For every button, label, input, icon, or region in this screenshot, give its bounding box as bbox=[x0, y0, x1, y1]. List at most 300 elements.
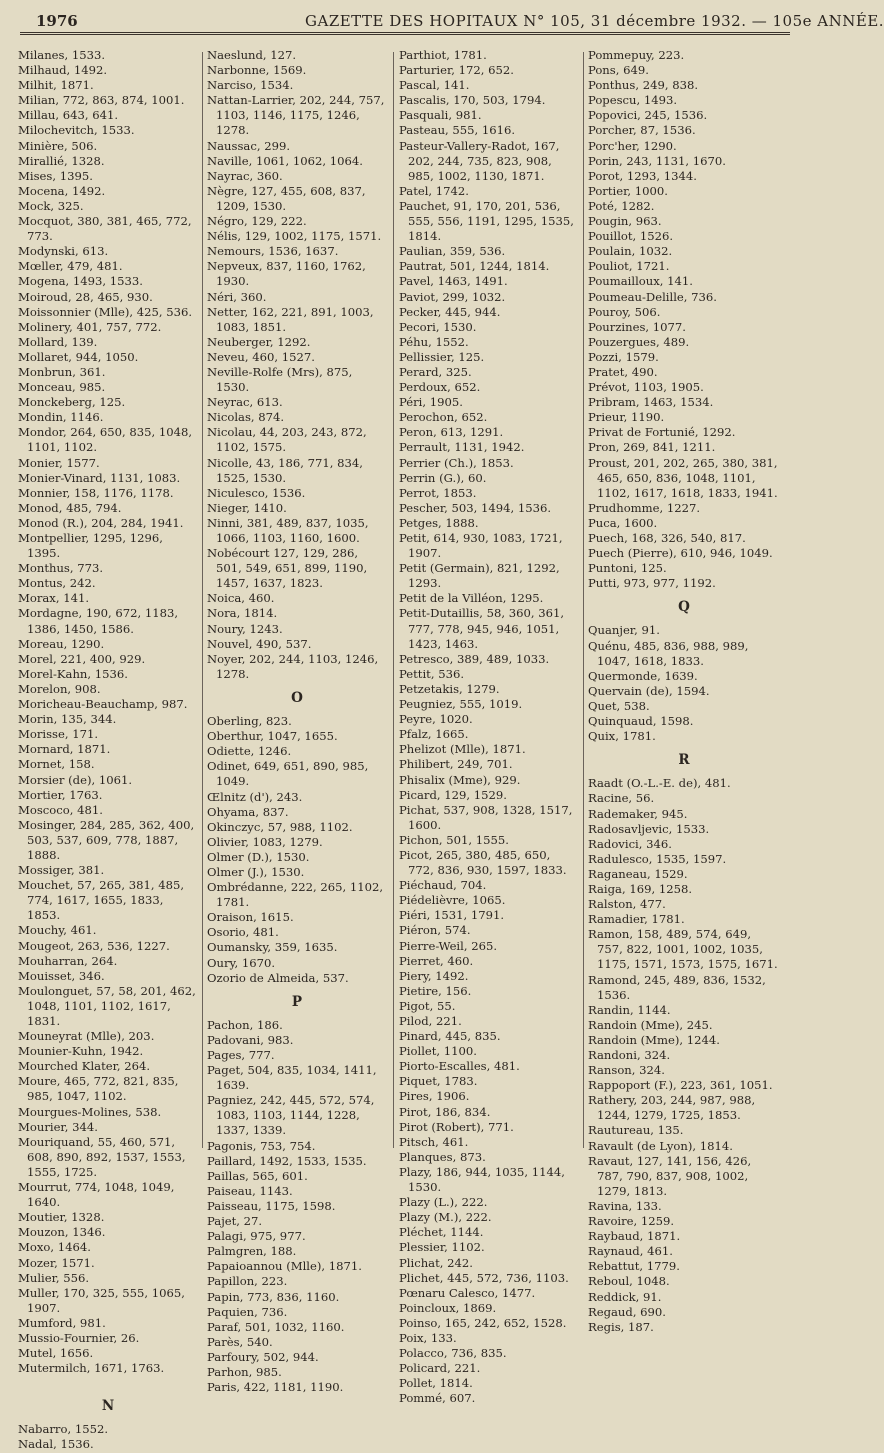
index-entry: Phisalix (Mme), 929. bbox=[399, 772, 521, 787]
index-entry: Quinquaud, 1598. bbox=[588, 714, 694, 729]
index-entry: Mulier, 556. bbox=[18, 1270, 90, 1285]
index-entry: Mondor, 264, 650, 835, 1048, 1101, 1102. bbox=[18, 425, 193, 455]
index-entry: Moulonguet, 57, 58, 201, 462, 1048, 1101, 1102, 1617, 1831. bbox=[18, 983, 196, 1028]
index-entry: Piquet, 1783. bbox=[399, 1074, 478, 1089]
index-entry: Poix, 133. bbox=[399, 1330, 457, 1345]
index-entry: Ohyama, 837. bbox=[207, 804, 289, 819]
index-entry: Porot, 1293, 1344. bbox=[588, 168, 697, 183]
index-entry: Piéron, 574. bbox=[399, 923, 471, 938]
index-entry: Pons, 649. bbox=[588, 63, 649, 78]
index-entry: Nègre, 127, 455, 608, 837, 1209, 1530. bbox=[207, 183, 366, 213]
column-divider bbox=[583, 52, 584, 1148]
index-entry: Ravault (de Lyon), 1814. bbox=[588, 1138, 733, 1153]
index-entry: Pagonis, 753, 754. bbox=[207, 1138, 316, 1153]
index-entry: Raybaud, 1871. bbox=[588, 1229, 681, 1244]
index-entry: Nabarro, 1552. bbox=[18, 1422, 109, 1437]
index-entry: Pasquali, 981. bbox=[399, 108, 482, 123]
index-entry: Ramon, 158, 489, 574, 649, 757, 822, 1001, 1002, 1035, 1175, 1571, 1573, 1575, 1671. bbox=[588, 927, 778, 972]
index-entry: Piédelièvre, 1065. bbox=[399, 893, 506, 908]
index-entry: Quanjer, 91. bbox=[588, 623, 660, 638]
index-entry: Morin, 135, 344. bbox=[18, 712, 117, 727]
index-entry: Pollet, 1814. bbox=[399, 1376, 473, 1391]
index-entry: Rathery, 203, 244, 987, 988, 1244, 1279, 1725, 1853. bbox=[588, 1093, 756, 1123]
index-column-1 bbox=[18, 48, 198, 1452]
index-entry: Pellissier, 125. bbox=[399, 349, 485, 364]
index-entry: Ravoire, 1259. bbox=[588, 1214, 675, 1229]
index-entry: Puech (Pierre), 610, 946, 1049. bbox=[588, 546, 773, 561]
index-entry: Perrault, 1131, 1942. bbox=[399, 440, 525, 455]
index-entry: Pajet, 27. bbox=[207, 1214, 263, 1229]
index-entry: Poumeau-Delille, 736. bbox=[588, 289, 717, 304]
index-entry: Raadt (O.-L.-E. de), 481. bbox=[588, 776, 731, 791]
index-entry: Putti, 973, 977, 1192. bbox=[588, 576, 716, 591]
index-entry: Oumansky, 359, 1635. bbox=[207, 940, 338, 955]
index-entry: Plazy, 186, 944, 1035, 1144, 1530. bbox=[399, 1164, 565, 1195]
index-entry: Piollet, 1100. bbox=[399, 1044, 477, 1059]
index-entry: Papaioannou (Mlle), 1871. bbox=[207, 1259, 362, 1274]
running-head: GAZETTE DES HOPITAUX N° 105, 31 décembre 1932. — 105e ANNÉE. bbox=[305, 12, 884, 30]
index-entry: Planques, 873. bbox=[399, 1149, 486, 1164]
index-entry: Pron, 269, 841, 1211. bbox=[588, 440, 716, 455]
index-entry: Rautureau, 135. bbox=[588, 1123, 684, 1138]
index-entry: Moutier, 1328. bbox=[18, 1210, 105, 1225]
index-entry: Neville-Rolfe (Mrs), 875, 1530. bbox=[207, 364, 353, 395]
index-entry: Nicolau, 44, 203, 243, 872, 1102, 1575. bbox=[207, 425, 367, 455]
index-entry: Radovici, 346. bbox=[588, 836, 672, 851]
index-entry: Mirallié, 1328. bbox=[18, 153, 105, 168]
index-entry: Palmgren, 188. bbox=[207, 1244, 297, 1259]
index-entry: Piéri, 1531, 1791. bbox=[399, 908, 505, 923]
index-entry: Pascal, 141. bbox=[399, 78, 470, 93]
page-header bbox=[20, 6, 884, 35]
index-entry: Picard, 129, 1529. bbox=[399, 787, 507, 802]
index-entry: Mumford, 981. bbox=[18, 1315, 106, 1330]
index-entry: Péri, 1905. bbox=[399, 395, 463, 410]
index-entry: Moxo, 1464. bbox=[18, 1240, 91, 1255]
index-entry: Puntoni, 125. bbox=[588, 561, 667, 576]
index-entry: Milhit, 1871. bbox=[18, 78, 94, 93]
index-entry: Monbrun, 361. bbox=[18, 364, 106, 379]
index-entry: Pommepuy, 223. bbox=[588, 48, 685, 62]
index-entry: Rebattut, 1779. bbox=[588, 1259, 680, 1274]
index-entry: Millau, 643, 641. bbox=[18, 108, 119, 123]
index-entry: Pinard, 445, 835. bbox=[399, 1029, 501, 1044]
index-entry: Pauchet, 91, 170, 201, 536, 555, 556, 1191, 1295, 1535, 1814. bbox=[399, 198, 574, 244]
index-entry: Padovani, 983. bbox=[207, 1032, 294, 1047]
index-entry: Paget, 504, 835, 1034, 1411, 1639. bbox=[207, 1063, 377, 1093]
index-entry: Naville, 1061, 1062, 1064. bbox=[207, 153, 363, 168]
index-entry: Moiroud, 28, 465, 930. bbox=[18, 289, 153, 304]
index-entry: Piery, 1492. bbox=[399, 968, 469, 983]
index-entry: Nepveux, 837, 1160, 1762, 1930. bbox=[207, 259, 366, 289]
index-entry: Morax, 141. bbox=[18, 591, 90, 606]
index-entry: Monod (R.), 204, 284, 1941. bbox=[18, 515, 184, 530]
index-entry: Mourier, 344. bbox=[18, 1119, 98, 1134]
index-entry: Monier, 1577. bbox=[18, 455, 100, 470]
index-entry: Pascalis, 170, 503, 1794. bbox=[399, 93, 546, 108]
index-entry: Pouzergues, 489. bbox=[588, 334, 690, 349]
index-entry: Oraison, 1615. bbox=[207, 910, 294, 925]
section-letter-n: N bbox=[101, 1398, 115, 1415]
index-entry: Monckeberg, 125. bbox=[18, 395, 126, 410]
index-entry: Mourrut, 774, 1048, 1049, 1640. bbox=[18, 1180, 175, 1210]
index-entry: Mourgues-Molines, 538. bbox=[18, 1104, 162, 1119]
index-entry: Pecori, 1530. bbox=[399, 319, 477, 334]
index-entry: Puech, 168, 326, 540, 817. bbox=[588, 531, 746, 545]
index-entry: Mondin, 1146. bbox=[18, 410, 104, 425]
index-entry: Ralston, 477. bbox=[588, 897, 666, 912]
index-entry: Montpellier, 1295, 1296, 1395. bbox=[18, 531, 163, 561]
index-entry: Muller, 170, 325, 555, 1065, 1907. bbox=[18, 1285, 185, 1315]
index-entry: Raiga, 169, 1258. bbox=[588, 881, 693, 896]
index-entry: Pichat, 537, 908, 1328, 1517, 1600. bbox=[399, 802, 573, 832]
index-entry: Paillard, 1492, 1533, 1535. bbox=[207, 1153, 367, 1168]
index-entry: Naeslund, 127. bbox=[207, 48, 297, 62]
index-entry: Mollard, 139. bbox=[18, 334, 98, 349]
index-entry: Pecker, 445, 944. bbox=[399, 304, 501, 319]
index-entry: Mouchet, 57, 265, 381, 485, 774, 1617, 1655, 1833, 1853. bbox=[18, 878, 185, 923]
index-entry: Perochon, 652. bbox=[399, 410, 488, 425]
index-entry: Quermonde, 1639. bbox=[588, 668, 698, 683]
index-entry: Pirot, 186, 834. bbox=[399, 1104, 491, 1119]
index-entry: Ramond, 245, 489, 836, 1532, 1536. bbox=[588, 972, 766, 1002]
index-entry: Privat de Fortunié, 1292. bbox=[588, 425, 736, 440]
index-entry: Porcher, 87, 1536. bbox=[588, 123, 696, 138]
index-entry: Pilod, 221. bbox=[399, 1014, 462, 1028]
index-entry: Pouillot, 1526. bbox=[588, 229, 674, 244]
index-entry: Okinczyc, 57, 988, 1102. bbox=[207, 819, 353, 834]
index-entry: Morelon, 908. bbox=[18, 681, 101, 696]
index-entry: Mogena, 1493, 1533. bbox=[18, 274, 143, 289]
page-number: 1976 bbox=[36, 12, 78, 30]
index-entry: Pirot (Robert), 771. bbox=[399, 1119, 514, 1134]
index-entry: Morel, 221, 400, 929. bbox=[18, 651, 146, 666]
index-entry: Paillas, 565, 601. bbox=[207, 1168, 308, 1183]
index-entry: Porin, 243, 1131, 1670. bbox=[588, 153, 726, 168]
index-entry: Nicolas, 874. bbox=[207, 410, 285, 425]
index-entry: Petzetakis, 1279. bbox=[399, 681, 500, 696]
index-entry: Mouisset, 346. bbox=[18, 968, 105, 983]
index-entry: Raganeau, 1529. bbox=[588, 866, 688, 881]
section-letter-o: O bbox=[291, 689, 303, 706]
index-entry: Porc'her, 1290. bbox=[588, 138, 677, 153]
index-entry: Mouriquand, 55, 460, 571, 608, 890, 892, 1537, 1553, 1555, 1725. bbox=[18, 1134, 186, 1179]
index-entry: Mouzon, 1346. bbox=[18, 1225, 106, 1240]
index-entry: Pietire, 156. bbox=[399, 983, 472, 998]
index-columns bbox=[18, 48, 788, 1452]
index-entry: Poinso, 165, 242, 652, 1528. bbox=[399, 1315, 567, 1330]
index-entry: Perrot, 1853. bbox=[399, 485, 477, 500]
index-entry: Neveu, 460, 1527. bbox=[207, 349, 315, 364]
index-entry: Niculesco, 1536. bbox=[207, 485, 306, 500]
index-entry: Pitsch, 461. bbox=[399, 1134, 469, 1149]
index-entry: Petit-Dutaillis, 58, 360, 361, 777, 778, 945, 946, 1051, 1423, 1463. bbox=[399, 606, 565, 651]
index-entry: Pœnaru Calesco, 1477. bbox=[399, 1285, 536, 1300]
index-entry: Mocena, 1492. bbox=[18, 183, 106, 198]
index-entry: Pozzi, 1579. bbox=[588, 349, 659, 364]
index-entry: Oberthur, 1047, 1655. bbox=[207, 729, 338, 744]
index-entry: Pavel, 1463, 1491. bbox=[399, 274, 508, 289]
index-entry: Monod, 485, 794. bbox=[18, 500, 122, 515]
index-entry: Narbonne, 1569. bbox=[207, 63, 307, 78]
index-entry: Monnier, 158, 1176, 1178. bbox=[18, 485, 174, 500]
index-entry: Pouroy, 506. bbox=[588, 304, 661, 319]
index-entry: Reboul, 1048. bbox=[588, 1274, 670, 1289]
index-entry: Milian, 772, 863, 874, 1001. bbox=[18, 93, 185, 108]
index-entry: Odinet, 649, 651, 890, 985, 1049. bbox=[207, 759, 369, 789]
index-entry: Noyer, 202, 244, 1103, 1246, 1278. bbox=[207, 651, 379, 681]
section-letter-q: Q bbox=[678, 599, 690, 616]
index-entry: Parès, 540. bbox=[207, 1334, 273, 1349]
index-entry: Odiette, 1246. bbox=[207, 744, 292, 759]
index-entry: Parfoury, 502, 944. bbox=[207, 1349, 319, 1364]
index-entry: Policard, 221. bbox=[399, 1361, 481, 1376]
index-entry: Mussio-Fournier, 26. bbox=[18, 1330, 140, 1345]
index-entry: Petit, 614, 930, 1083, 1721, 1907. bbox=[399, 531, 563, 561]
index-entry: Mouharran, 264. bbox=[18, 953, 118, 968]
index-entry: Paisseau, 1175, 1598. bbox=[207, 1198, 336, 1213]
index-entry: Plichet, 445, 572, 736, 1103. bbox=[399, 1270, 569, 1285]
index-entry: Regaud, 690. bbox=[588, 1304, 666, 1319]
index-entry: Mutermilch, 1671, 1763. bbox=[18, 1361, 165, 1376]
index-entry: Mosinger, 284, 285, 362, 400, 503, 537, 609, 778, 1887, 1888. bbox=[18, 817, 195, 862]
index-entry: Plazy (L.), 222. bbox=[399, 1195, 488, 1210]
index-entry: Monthus, 773. bbox=[18, 561, 104, 576]
index-entry: Paraf, 501, 1032, 1160. bbox=[207, 1319, 345, 1334]
index-entry: Ravina, 133. bbox=[588, 1198, 662, 1213]
index-entry: Papillon, 223. bbox=[207, 1274, 288, 1289]
index-entry: Mougeot, 263, 536, 1227. bbox=[18, 938, 170, 953]
index-entry: Mock, 325. bbox=[18, 198, 84, 213]
index-entry: Nayrac, 360. bbox=[207, 168, 283, 183]
index-entry: Pichon, 501, 1555. bbox=[399, 832, 509, 847]
index-entry: Molinery, 401, 757, 772. bbox=[18, 319, 162, 334]
index-entry: Mouchy, 461. bbox=[18, 923, 97, 938]
index-entry: Pettit, 536. bbox=[399, 666, 465, 681]
index-entry: Pommé, 607. bbox=[399, 1391, 476, 1406]
index-entry: Mourched Klater, 264. bbox=[18, 1059, 151, 1074]
index-entry: Ozorio de Almeida, 537. bbox=[207, 970, 349, 985]
index-entry: Palagi, 975, 977. bbox=[207, 1229, 306, 1244]
index-entry: Pougin, 963. bbox=[588, 214, 662, 229]
index-entry: Paquien, 736. bbox=[207, 1304, 288, 1319]
index-entry: Milanes, 1533. bbox=[18, 48, 106, 62]
index-entry: Piorto-Escalles, 481. bbox=[399, 1059, 520, 1074]
index-entry: Ravaut, 127, 141, 156, 426, 787, 790, 837, 908, 1002, 1279, 1813. bbox=[588, 1153, 752, 1198]
index-entry: Pasteur-Vallery-Radot, 167, 202, 244, 735, 823, 908, 985, 1002, 1130, 1871. bbox=[399, 138, 560, 183]
index-entry: Pigot, 55. bbox=[399, 998, 456, 1013]
index-entry: Pages, 777. bbox=[207, 1048, 275, 1062]
index-entry: Morisse, 171. bbox=[18, 727, 99, 742]
index-entry: Œlnitz (d'), 243. bbox=[207, 789, 303, 804]
index-entry: Prudhomme, 1227. bbox=[588, 500, 701, 515]
index-entry: Perdoux, 652. bbox=[399, 380, 481, 395]
index-entry: Papin, 773, 836, 1160. bbox=[207, 1289, 340, 1304]
index-entry: Noury, 1243. bbox=[207, 621, 283, 636]
index-entry: Perard, 325. bbox=[399, 364, 472, 379]
index-entry: Négro, 129, 222. bbox=[207, 214, 307, 229]
index-entry: Mutel, 1656. bbox=[18, 1346, 94, 1361]
index-entry: Puca, 1600. bbox=[588, 515, 658, 530]
index-entry: Parhon, 985. bbox=[207, 1364, 282, 1379]
index-entry: Randoin (Mme), 1244. bbox=[588, 1032, 720, 1047]
index-entry: Quervain (de), 1594. bbox=[588, 683, 710, 698]
index-entry: Quix, 1781. bbox=[588, 729, 656, 744]
index-entry: Perrin (G.), 60. bbox=[399, 470, 487, 485]
index-entry: Prieur, 1190. bbox=[588, 410, 665, 425]
index-entry: Mollaret, 944, 1050. bbox=[18, 349, 139, 364]
index-entry: Mornet, 158. bbox=[18, 757, 95, 772]
index-entry: Nieger, 1410. bbox=[207, 500, 287, 515]
index-entry: Pachon, 186. bbox=[207, 1017, 283, 1032]
index-entry: Randin, 1144. bbox=[588, 1002, 671, 1017]
index-entry: Raynaud, 461. bbox=[588, 1244, 673, 1259]
index-entry: Petit (Germain), 821, 1292, 1293. bbox=[399, 561, 560, 591]
index-entry: Rademaker, 945. bbox=[588, 806, 688, 821]
index-entry: Paiseau, 1143. bbox=[207, 1183, 293, 1198]
index-entry: Plessier, 1102. bbox=[399, 1240, 485, 1255]
index-entry: Peugniez, 555, 1019. bbox=[399, 697, 523, 712]
index-entry: Poulain, 1032. bbox=[588, 244, 673, 259]
index-column-2 bbox=[207, 48, 387, 1395]
index-entry: Poumailloux, 141. bbox=[588, 274, 693, 289]
index-entry: Olivier, 1083, 1279. bbox=[207, 834, 323, 849]
index-entry: Mornard, 1871. bbox=[18, 742, 111, 757]
index-entry: Plazy (M.), 222. bbox=[399, 1210, 492, 1225]
index-entry: Moissonnier (Mlle), 425, 536. bbox=[18, 304, 193, 319]
index-entry: Moreau, 1290. bbox=[18, 636, 105, 651]
index-entry: Radosavljevic, 1533. bbox=[588, 821, 710, 836]
index-entry: Poté, 1282. bbox=[588, 198, 655, 213]
index-entry: Ninni, 381, 489, 837, 1035, 1066, 1103, 1160, 1600. bbox=[207, 515, 369, 545]
index-entry: Pratet, 490. bbox=[588, 364, 658, 379]
index-entry: Mozer, 1571. bbox=[18, 1255, 95, 1270]
index-entry: Modynski, 613. bbox=[18, 244, 109, 259]
index-entry: Neyrac, 613. bbox=[207, 395, 283, 410]
index-entry: Ombrédanne, 222, 265, 1102, 1781. bbox=[207, 880, 384, 910]
index-entry: Randoin (Mme), 245. bbox=[588, 1017, 713, 1032]
index-entry: Nélis, 129, 1002, 1175, 1571. bbox=[207, 229, 382, 244]
index-entry: Morel-Kahn, 1536. bbox=[18, 666, 128, 681]
index-entry: Pierre-Weil, 265. bbox=[399, 938, 498, 953]
index-entry: Pribram, 1463, 1534. bbox=[588, 395, 714, 410]
index-entry: Ramadier, 1781. bbox=[588, 912, 685, 927]
index-column-4 bbox=[588, 48, 780, 1334]
index-entry: Nattan-Larrier, 202, 244, 757, 1103, 1146, 1175, 1246, 1278. bbox=[207, 93, 385, 138]
index-entry: Radulesco, 1535, 1597. bbox=[588, 851, 727, 866]
index-entry: Moricheau-Beauchamp, 987. bbox=[18, 697, 188, 712]
index-entry: Pescher, 503, 1494, 1536. bbox=[399, 500, 552, 515]
index-entry: Phelizot (Mlle), 1871. bbox=[399, 742, 526, 757]
index-entry: Philibert, 249, 701. bbox=[399, 757, 513, 772]
index-entry: Naussac, 299. bbox=[207, 138, 291, 153]
index-entry: Regis, 187. bbox=[588, 1319, 654, 1334]
index-entry: Mounier-Kuhn, 1942. bbox=[18, 1044, 144, 1059]
column-divider bbox=[202, 52, 203, 1148]
index-entry: Piéchaud, 704. bbox=[399, 878, 487, 893]
index-entry: Ranson, 324. bbox=[588, 1063, 665, 1078]
index-entry: Mossiger, 381. bbox=[18, 863, 105, 878]
index-entry: Néri, 360. bbox=[207, 289, 267, 304]
index-entry: Noica, 460. bbox=[207, 591, 275, 606]
index-entry: Quet, 538. bbox=[588, 698, 650, 713]
index-entry: Monier-Vinard, 1131, 1083. bbox=[18, 470, 181, 485]
index-entry: Portier, 1000. bbox=[588, 183, 668, 198]
index-entry: Mortier, 1763. bbox=[18, 787, 103, 802]
index-entry: Mœller, 479, 481. bbox=[18, 259, 123, 274]
index-entry: Pourzines, 1077. bbox=[588, 319, 686, 334]
index-entry: Rappoport (F.), 223, 361, 1051. bbox=[588, 1078, 773, 1093]
index-entry: Osorio, 481. bbox=[207, 925, 279, 940]
index-entry: Peron, 613, 1291. bbox=[399, 425, 504, 440]
index-entry: Petges, 1888. bbox=[399, 515, 479, 530]
index-entry: Plichat, 242. bbox=[399, 1255, 473, 1270]
index-entry: Mordagne, 190, 672, 1183, 1386, 1450, 1586. bbox=[18, 606, 179, 636]
index-entry: Pasteau, 555, 1616. bbox=[399, 123, 516, 138]
index-entry: Montus, 242. bbox=[18, 576, 96, 591]
index-entry: Patel, 1742. bbox=[399, 183, 469, 198]
index-entry: Pautrat, 501, 1244, 1814. bbox=[399, 259, 550, 274]
index-entry: Nora, 1814. bbox=[207, 606, 278, 621]
index-entry: Pires, 1906. bbox=[399, 1089, 470, 1104]
index-entry: Proust, 201, 202, 265, 380, 381, 465, 650, 836, 1048, 1101, 1102, 1617, 1618, 1833, 1941. bbox=[588, 455, 778, 500]
index-entry: Morsier (de), 1061. bbox=[18, 772, 133, 787]
index-entry: Ponthus, 249, 838. bbox=[588, 78, 699, 93]
index-entry: Popovici, 245, 1536. bbox=[588, 108, 708, 123]
index-entry: Neuberger, 1292. bbox=[207, 334, 311, 349]
index-entry: Olmer (J.), 1530. bbox=[207, 864, 305, 879]
index-entry: Narciso, 1534. bbox=[207, 78, 294, 93]
index-entry: Pléchet, 1144. bbox=[399, 1225, 484, 1240]
index-entry: Perrier (Ch.), 1853. bbox=[399, 455, 514, 470]
index-entry: Moure, 465, 772, 821, 835, 985, 1047, 1102. bbox=[18, 1074, 179, 1104]
index-entry: Minière, 506. bbox=[18, 138, 98, 153]
index-entry: Monceau, 985. bbox=[18, 380, 106, 395]
index-entry: Mouneyrat (Mlle), 203. bbox=[18, 1029, 155, 1044]
index-entry: Petresco, 389, 489, 1033. bbox=[399, 651, 550, 666]
index-entry: Olmer (D.), 1530. bbox=[207, 849, 310, 864]
index-entry: Racine, 56. bbox=[588, 791, 655, 806]
index-entry: Popescu, 1493. bbox=[588, 93, 678, 108]
index-entry: Pagniez, 242, 445, 572, 574, 1083, 1103, 1144, 1228, 1337, 1339. bbox=[207, 1093, 375, 1138]
index-entry: Peyre, 1020. bbox=[399, 712, 473, 727]
index-entry: Paris, 422, 1181, 1190. bbox=[207, 1380, 344, 1395]
index-entry: Pouliot, 1721. bbox=[588, 259, 670, 274]
index-entry: Nemours, 1536, 1637. bbox=[207, 244, 339, 259]
index-entry: Mocquot, 380, 381, 465, 772, 773. bbox=[18, 214, 192, 244]
index-entry: Parturier, 172, 652. bbox=[399, 63, 514, 78]
index-entry: Randoni, 324. bbox=[588, 1048, 671, 1062]
index-entry: Mises, 1395. bbox=[18, 168, 93, 183]
section-letter-p: P bbox=[291, 993, 303, 1010]
index-entry: Moscoco, 481. bbox=[18, 802, 103, 817]
index-entry: Poincloux, 1869. bbox=[399, 1300, 497, 1315]
index-entry: Quénu, 485, 836, 988, 989, 1047, 1618, 1833. bbox=[588, 638, 749, 668]
index-entry: Nobécourt 127, 129, 286, 501, 549, 651, 899, 1190, 1457, 1637, 1823. bbox=[207, 546, 368, 591]
index-entry: Polacco, 736, 835. bbox=[399, 1346, 507, 1361]
index-column-3 bbox=[399, 48, 579, 1406]
index-entry: Paulian, 359, 536. bbox=[399, 244, 506, 259]
index-entry: Pierret, 460. bbox=[399, 953, 474, 968]
index-entry: Milhaud, 1492. bbox=[18, 63, 108, 78]
index-entry: Nicolle, 43, 186, 771, 834, 1525, 1530. bbox=[207, 455, 363, 485]
index-entry: Picot, 265, 380, 485, 650, 772, 836, 930, 1597, 1833. bbox=[399, 847, 567, 878]
index-entry: Nadal, 1536. bbox=[18, 1437, 94, 1452]
index-entry: Parthiot, 1781. bbox=[399, 48, 487, 62]
index-entry: Prévot, 1103, 1905. bbox=[588, 380, 704, 395]
index-entry: Oury, 1670. bbox=[207, 955, 276, 970]
index-entry: Nouvel, 490, 537. bbox=[207, 636, 312, 651]
